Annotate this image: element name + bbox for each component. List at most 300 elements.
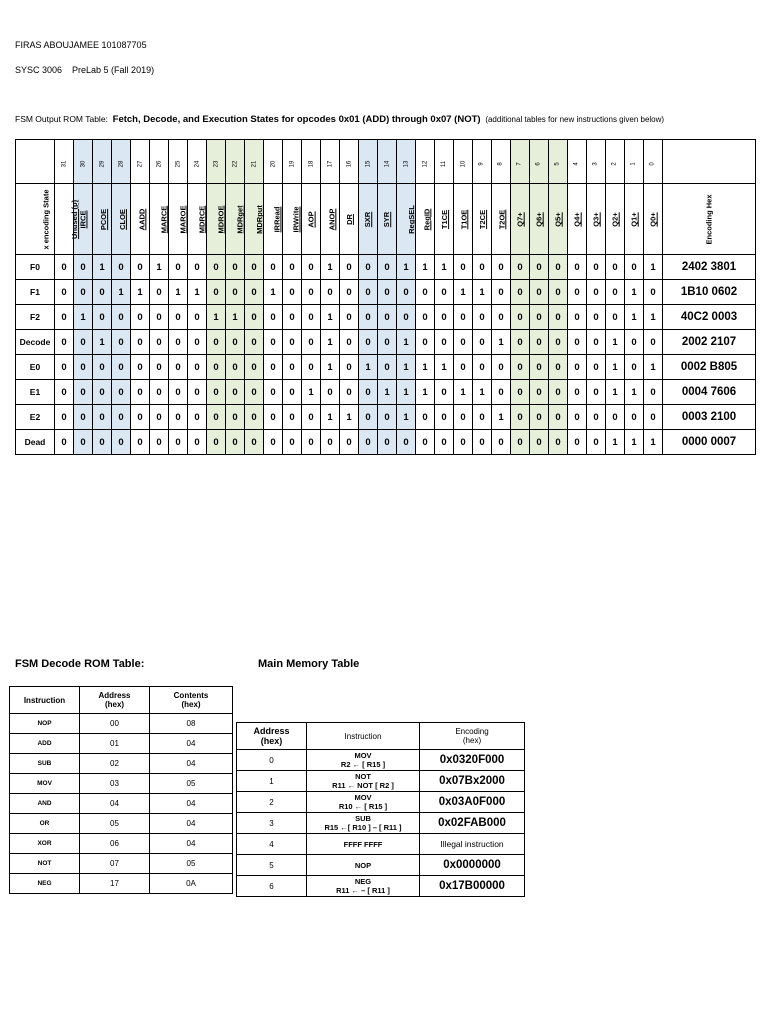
bit-value: 1 (625, 430, 644, 455)
bit-number-cell (321, 140, 340, 184)
bit-value: 1 (321, 255, 340, 280)
bit-value: 0 (245, 355, 264, 380)
bit-value: 0 (435, 380, 454, 405)
bit-value: 0 (169, 255, 188, 280)
bit-number-cell (587, 140, 606, 184)
decode-row (10, 734, 233, 754)
memory-encoding: 0x0000000 (420, 855, 525, 876)
bit-value: 0 (587, 430, 606, 455)
bit-value: 0 (378, 280, 397, 305)
bit-value: 0 (549, 380, 568, 405)
bit-number-cell (283, 140, 302, 184)
bit-value: 0 (55, 280, 74, 305)
signal-name-cell (454, 184, 473, 255)
bit-number: 29 (99, 160, 105, 167)
signal-name: MARCE (159, 205, 169, 234)
bit-value: 1 (93, 255, 112, 280)
bit-value: 0 (55, 355, 74, 380)
signal-name-cell (302, 184, 321, 255)
bit-value: 0 (245, 280, 264, 305)
hex-corner-cell (663, 140, 756, 184)
bit-number: 16 (346, 160, 352, 167)
signal-name-cell (93, 184, 112, 255)
bit-value: 0 (55, 380, 74, 405)
memory-row (237, 855, 525, 876)
bit-number-cell (226, 140, 245, 184)
state-header-cell (16, 184, 55, 255)
decode-address: 06 (80, 834, 150, 854)
bit-number: 7 (517, 161, 523, 166)
bit-value: 0 (511, 255, 530, 280)
signal-name: SXR (363, 211, 373, 228)
decode-address: 03 (80, 774, 150, 794)
signal-name: Q7+ (515, 212, 525, 227)
bit-number: 28 (118, 160, 124, 167)
bit-number-cell (625, 140, 644, 184)
bit-number-cell (378, 140, 397, 184)
memory-encoding: 0x07Bx2000 (420, 771, 525, 792)
signal-name: T2CE (478, 209, 488, 230)
fsm-decode-rom-table (9, 686, 233, 894)
bit-number: 19 (289, 160, 295, 167)
memory-header: Instruction (307, 723, 420, 750)
bit-value: 0 (226, 255, 245, 280)
memory-row (237, 813, 525, 834)
state-name: E0 (16, 355, 55, 380)
memory-instruction: MOV R10 ← [ R15 ] (307, 792, 420, 813)
decode-address: 02 (80, 754, 150, 774)
bit-value: 0 (112, 305, 131, 330)
decode-row (10, 754, 233, 774)
bit-value: 0 (416, 430, 435, 455)
bit-value: 0 (530, 430, 549, 455)
bit-value: 1 (454, 280, 473, 305)
state-row (16, 330, 756, 355)
bit-value: 0 (568, 355, 587, 380)
bit-value: 0 (359, 330, 378, 355)
bit-value: 0 (530, 405, 549, 430)
bit-number-cell (530, 140, 549, 184)
bit-value: 0 (112, 380, 131, 405)
state-row (16, 280, 756, 305)
signal-name: Q5+ (553, 212, 563, 227)
signal-name: Q4+ (572, 212, 582, 227)
bit-value: 0 (74, 280, 93, 305)
signal-name: PCOE (99, 208, 109, 231)
state-name: Dead (16, 430, 55, 455)
bit-value: 0 (188, 355, 207, 380)
decode-instruction: NEG (10, 874, 80, 894)
bit-value: 0 (435, 330, 454, 355)
bit-number: 23 (213, 160, 219, 167)
bit-number: 26 (156, 160, 162, 167)
bit-value: 0 (74, 430, 93, 455)
signal-name: IRWrite (291, 206, 301, 233)
bit-value: 0 (511, 280, 530, 305)
bit-number: 30 (80, 160, 86, 167)
bit-value: 1 (150, 255, 169, 280)
bit-value: 0 (511, 430, 530, 455)
decode-address: 01 (80, 734, 150, 754)
bit-value: 0 (207, 255, 226, 280)
bit-number: 3 (593, 161, 599, 166)
signal-name: AADD (137, 208, 147, 231)
bit-value: 0 (549, 430, 568, 455)
bit-value: 0 (340, 430, 359, 455)
bit-value: 1 (606, 380, 625, 405)
bit-number-cell (245, 140, 264, 184)
decode-instruction: NOP (10, 714, 80, 734)
hex-header: Encoding Hex (704, 194, 714, 245)
bit-value: 0 (264, 305, 283, 330)
bit-value: 0 (378, 355, 397, 380)
bit-value: 0 (226, 430, 245, 455)
signal-name-cell (150, 184, 169, 255)
bit-value: 0 (283, 355, 302, 380)
decode-row (10, 714, 233, 734)
bit-value: 0 (568, 305, 587, 330)
bit-value: 0 (340, 280, 359, 305)
bit-value: 0 (55, 305, 74, 330)
encoding-hex: 0003 2100 (663, 405, 756, 430)
bit-value: 1 (207, 305, 226, 330)
signal-name: DR (344, 214, 354, 225)
signal-name: MDROE (216, 205, 226, 234)
memory-address: 2 (237, 792, 307, 813)
encoding-hex: 0004 7606 (663, 380, 756, 405)
bit-value: 0 (435, 305, 454, 330)
bit-number-cell (188, 140, 207, 184)
bit-number: 14 (384, 160, 390, 167)
decode-contents: 05 (150, 854, 233, 874)
bit-value: 0 (55, 430, 74, 455)
bit-number-cell (169, 140, 188, 184)
signal-name-cell (131, 184, 150, 255)
bit-number-cell (55, 140, 74, 184)
bit-value: 0 (207, 280, 226, 305)
bit-value: 0 (454, 305, 473, 330)
bit-value: 0 (131, 305, 150, 330)
bit-value: 1 (378, 380, 397, 405)
bit-value: 0 (150, 405, 169, 430)
decode-row (10, 834, 233, 854)
bit-value: 0 (511, 380, 530, 405)
signal-name: T1CE (440, 209, 450, 230)
memory-address: 0 (237, 750, 307, 771)
bit-value: 0 (226, 280, 245, 305)
signal-name: IRRead (272, 206, 282, 233)
main-memory-table (236, 722, 525, 897)
bit-number: 24 (194, 160, 200, 167)
bit-number: 11 (440, 160, 447, 167)
memory-address: 4 (237, 834, 307, 855)
bit-value: 0 (568, 280, 587, 305)
signal-name-cell (606, 184, 625, 255)
bit-number: 18 (308, 160, 314, 167)
bit-number-cell (473, 140, 492, 184)
signal-name-cell (226, 184, 245, 255)
bit-number: 9 (479, 161, 485, 166)
bit-value: 0 (549, 305, 568, 330)
bit-number: 2 (612, 161, 618, 166)
memory-header: Address (hex) (237, 723, 307, 750)
bit-number-cell (207, 140, 226, 184)
bit-value: 0 (283, 255, 302, 280)
decode-header: Instruction (10, 687, 80, 714)
bit-value: 0 (207, 380, 226, 405)
bit-value: 1 (340, 405, 359, 430)
bit-value: 0 (302, 405, 321, 430)
bit-value: 0 (74, 405, 93, 430)
signal-name: RegID (422, 208, 432, 231)
bit-value: 0 (207, 330, 226, 355)
bit-value: 0 (302, 330, 321, 355)
bit-value: 0 (283, 380, 302, 405)
bit-number-cell (302, 140, 321, 184)
decode-contents: 04 (150, 734, 233, 754)
bit-value: 1 (169, 280, 188, 305)
bit-value: 0 (245, 330, 264, 355)
bit-value: 0 (435, 405, 454, 430)
bit-value: 0 (530, 305, 549, 330)
bit-value: 0 (131, 355, 150, 380)
bit-value: 0 (302, 280, 321, 305)
decode-address: 17 (80, 874, 150, 894)
bit-value: 0 (74, 380, 93, 405)
bit-value: 0 (606, 305, 625, 330)
bit-value: 0 (568, 380, 587, 405)
bit-value: 1 (492, 330, 511, 355)
bit-number: 1 (631, 161, 637, 166)
bit-value: 0 (302, 355, 321, 380)
signal-name-cell (359, 184, 378, 255)
signal-name-cell (511, 184, 530, 255)
bit-value: 0 (169, 355, 188, 380)
bit-value: 1 (625, 380, 644, 405)
bit-value: 0 (587, 280, 606, 305)
signal-name: Q1+ (629, 212, 639, 227)
signal-name: Q6+ (534, 212, 544, 227)
bit-value: 0 (511, 305, 530, 330)
bit-value: 0 (150, 430, 169, 455)
signal-name-cell (112, 184, 131, 255)
bit-number-cell (359, 140, 378, 184)
bit-number-cell (397, 140, 416, 184)
bit-value: 0 (150, 355, 169, 380)
bit-number-cell (74, 140, 93, 184)
bit-value: 0 (131, 380, 150, 405)
memory-address: 3 (237, 813, 307, 834)
bit-value: 0 (93, 280, 112, 305)
bit-value: 0 (587, 405, 606, 430)
decode-contents: 0A (150, 874, 233, 894)
encoding-hex: 40C2 0003 (663, 305, 756, 330)
bit-number-cell (606, 140, 625, 184)
hex-header-cell (663, 184, 756, 255)
bit-value: 0 (302, 305, 321, 330)
bit-number-cell (454, 140, 473, 184)
bit-value: 0 (283, 305, 302, 330)
bit-value: 1 (454, 380, 473, 405)
signal-name-cell (283, 184, 302, 255)
signal-name-cell (397, 184, 416, 255)
bit-value: 0 (644, 330, 663, 355)
signal-name-cell (416, 184, 435, 255)
bit-value: 0 (112, 330, 131, 355)
bit-value: 0 (625, 355, 644, 380)
bit-value: 0 (55, 330, 74, 355)
bit-value: 0 (511, 330, 530, 355)
signal-name-cell (530, 184, 549, 255)
decode-address: 00 (80, 714, 150, 734)
bit-value: 0 (549, 330, 568, 355)
bit-value: 0 (359, 405, 378, 430)
bit-value: 0 (473, 305, 492, 330)
signal-name-cell (492, 184, 511, 255)
caption-prefix: FSM Output ROM Table: (15, 114, 108, 124)
signal-name: MDRput (254, 205, 264, 234)
bit-value: 0 (568, 330, 587, 355)
signal-name-cell (644, 184, 663, 255)
bit-value: 0 (112, 255, 131, 280)
bit-value: 0 (454, 430, 473, 455)
bit-number: 27 (137, 160, 143, 167)
bit-value: 0 (454, 405, 473, 430)
bit-value: 0 (416, 330, 435, 355)
bit-value: 0 (169, 305, 188, 330)
bit-value: 0 (644, 380, 663, 405)
bit-value: 0 (340, 305, 359, 330)
bit-value: 0 (264, 380, 283, 405)
decode-table-title: FSM Decode ROM Table: (15, 658, 145, 670)
signal-name-cell (321, 184, 340, 255)
bit-value: 1 (359, 355, 378, 380)
bit-value: 1 (131, 280, 150, 305)
bit-number-cell (112, 140, 131, 184)
bit-value: 0 (207, 430, 226, 455)
bit-value: 0 (378, 405, 397, 430)
bit-value: 1 (93, 330, 112, 355)
state-row (16, 255, 756, 280)
state-row (16, 380, 756, 405)
bit-value: 0 (397, 305, 416, 330)
bit-value: 0 (416, 405, 435, 430)
signal-name: IRCE (78, 210, 88, 229)
bit-value: 0 (321, 280, 340, 305)
bit-value: 0 (93, 380, 112, 405)
bit-number: 25 (175, 160, 181, 167)
decode-contents: 04 (150, 794, 233, 814)
bit-number-cell (93, 140, 112, 184)
decode-contents: 04 (150, 754, 233, 774)
bit-number: 12 (422, 160, 428, 167)
bit-value: 0 (644, 280, 663, 305)
bit-value: 0 (74, 255, 93, 280)
decode-address: 07 (80, 854, 150, 874)
bit-value: 1 (321, 355, 340, 380)
bit-value: 1 (416, 255, 435, 280)
decode-row (10, 874, 233, 894)
bit-value: 0 (492, 380, 511, 405)
memory-encoding: 0x02FAB000 (420, 813, 525, 834)
bit-value: 0 (302, 430, 321, 455)
memory-instruction: FFFF FFFF (307, 834, 420, 855)
bit-number-cell (340, 140, 359, 184)
signal-name-cell (473, 184, 492, 255)
memory-row (237, 834, 525, 855)
bit-number: 31 (61, 160, 67, 167)
bit-number: 6 (536, 161, 542, 166)
state-row (16, 355, 756, 380)
decode-address: 05 (80, 814, 150, 834)
signal-name: T1OE (459, 209, 469, 230)
bit-value: 0 (587, 380, 606, 405)
signal-name-cell (207, 184, 226, 255)
bit-value: 0 (245, 305, 264, 330)
bit-value: 1 (188, 280, 207, 305)
bit-value: 0 (245, 430, 264, 455)
bit-value: 0 (473, 355, 492, 380)
bit-value: 0 (606, 405, 625, 430)
bit-value: 1 (302, 380, 321, 405)
bit-value: 0 (530, 380, 549, 405)
bit-value: 0 (397, 280, 416, 305)
memory-address: 6 (237, 876, 307, 897)
bit-value: 1 (416, 355, 435, 380)
bit-value: 0 (188, 330, 207, 355)
bit-value: 0 (454, 255, 473, 280)
bit-value: 0 (112, 430, 131, 455)
bit-value: 0 (416, 280, 435, 305)
memory-encoding: 0x17B00000 (420, 876, 525, 897)
bit-value: 0 (150, 305, 169, 330)
bit-value: 0 (245, 405, 264, 430)
bit-value: 0 (93, 355, 112, 380)
bit-value: 0 (359, 305, 378, 330)
bit-value: 1 (397, 330, 416, 355)
bit-value: 0 (492, 430, 511, 455)
memory-row (237, 876, 525, 897)
bit-number-cell (644, 140, 663, 184)
bit-value: 1 (112, 280, 131, 305)
bit-number-cell (264, 140, 283, 184)
bit-number: 17 (327, 160, 333, 167)
bit-value: 1 (397, 255, 416, 280)
signal-name: CLOE (117, 209, 127, 230)
bit-value: 0 (74, 355, 93, 380)
bit-value: 0 (112, 355, 131, 380)
signal-name-row (16, 184, 756, 255)
bit-value: 1 (644, 255, 663, 280)
bit-value: 0 (150, 280, 169, 305)
decode-instruction: NOT (10, 854, 80, 874)
bit-value: 0 (587, 355, 606, 380)
bit-value: 0 (549, 405, 568, 430)
bit-value: 0 (169, 330, 188, 355)
bit-value: 0 (283, 330, 302, 355)
bit-value: 0 (55, 255, 74, 280)
bit-value: 0 (93, 305, 112, 330)
bit-value: 0 (473, 430, 492, 455)
bit-value: 0 (131, 430, 150, 455)
signal-name-cell (169, 184, 188, 255)
bit-value: 0 (568, 405, 587, 430)
bit-value: 0 (587, 330, 606, 355)
bit-value: 0 (530, 330, 549, 355)
bit-value: 1 (435, 255, 454, 280)
bit-value: 1 (416, 380, 435, 405)
signal-name: Q0+ (648, 212, 658, 227)
